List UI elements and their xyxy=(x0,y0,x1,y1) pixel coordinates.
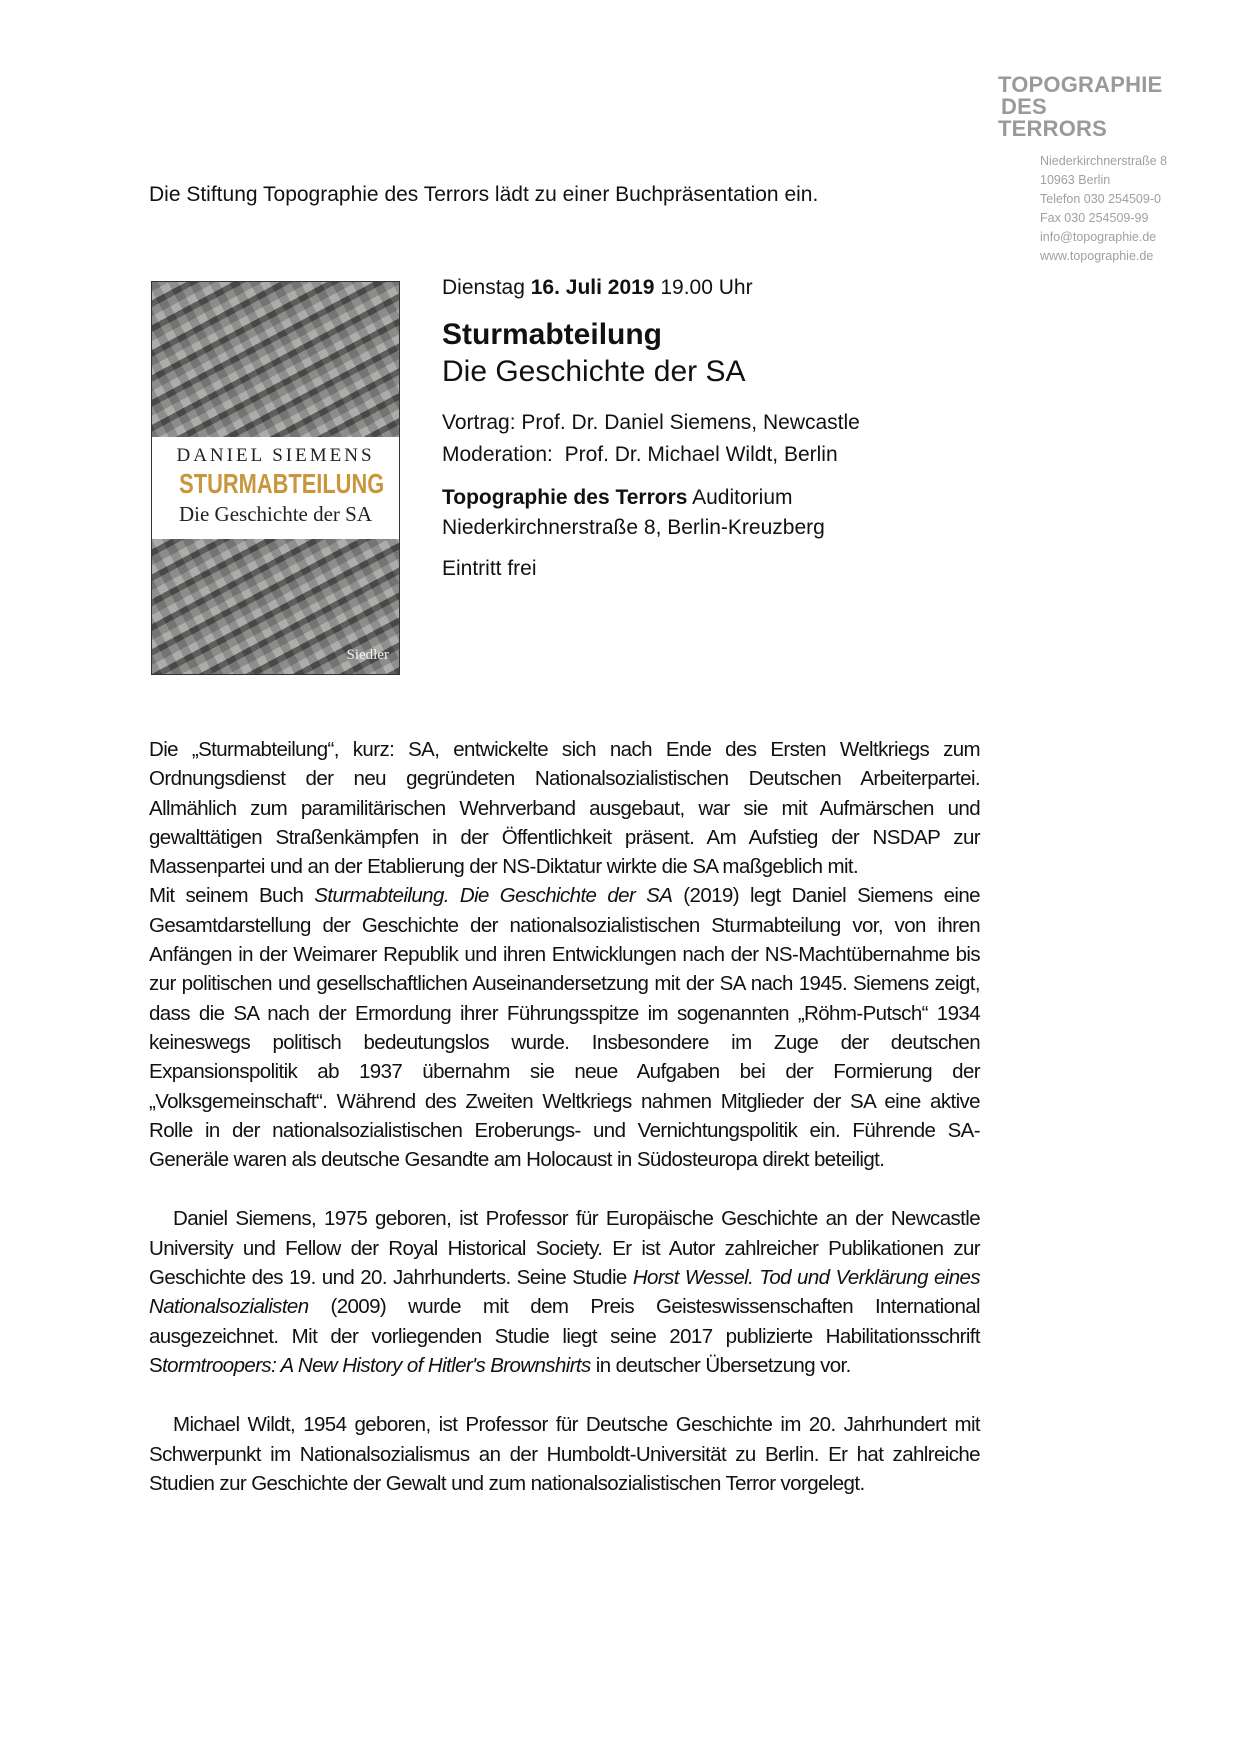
speakers xyxy=(442,407,860,471)
cover-subtitle: Die Geschichte der SA xyxy=(178,502,373,526)
lecture-speaker: Vortrag: Prof. Dr. Daniel Siemens, Newcastle xyxy=(442,411,860,434)
invitation-line: Die Stiftung Topographie des Terrors lädt zu einer Buchpräsentation ein. xyxy=(149,183,819,206)
event-weekday: Dienstag xyxy=(442,276,525,299)
logo-line: TERRORS xyxy=(998,116,1107,141)
contact-website[interactable]: www.topographie.de xyxy=(1040,249,1154,263)
venue-address: Niederkirchnerstraße 8, Berlin-Kreuzberg xyxy=(442,516,825,539)
contact-email[interactable]: info@topographie.de xyxy=(1040,230,1157,244)
book-title: Sturmabteilung xyxy=(442,318,663,351)
event-date-line xyxy=(442,274,860,302)
cover-publisher: Siedler xyxy=(346,647,389,663)
organization-logo xyxy=(998,74,1162,140)
contact-block xyxy=(1040,152,1167,266)
text-run: in deutscher Übersetzung vor. xyxy=(590,1353,851,1377)
text-run: Daniel Siemens, 1975 geboren, ist Professor für Europäische Geschichte an der Newcastle University und Fellow der Royal Historical Society. Er ist Autor zahlreicher Publikationen zur Geschichte des 19. und 20. Jahrhunderts. Seine Studie xyxy=(149,1207,980,1290)
event-date: 16. Juli 2019 xyxy=(530,276,655,299)
book-title-italic: Sturmabteilung. Die Geschichte der SA xyxy=(314,884,673,908)
venue-room: Auditorium xyxy=(692,486,793,509)
contact-phone: Telefon 030 254509-0 xyxy=(1040,192,1161,206)
book-subtitle: Die Geschichte der SA xyxy=(442,355,746,388)
text-run: Mit seinem Buch xyxy=(149,884,315,908)
cover-banner xyxy=(152,437,399,539)
contact-city: 10963 Berlin xyxy=(1040,173,1111,187)
logo-line: DES xyxy=(1001,94,1047,119)
contact-fax: Fax 030 254509-99 xyxy=(1040,211,1149,225)
logo-line: TOPOGRAPHIE xyxy=(998,72,1163,97)
event-time: 19.00 Uhr xyxy=(660,276,753,299)
habilitation-title-italic: tormtroopers: A New History of Hitler's Brownshirts xyxy=(162,1353,591,1377)
event-details xyxy=(442,274,860,583)
text-run: (2009) wurde mit dem Preis Geisteswissenschaften International ausgezeichnet. Mit der vorliegenden Studie liegt seine 2017 publizierte Habilitationsschrift S xyxy=(149,1295,980,1377)
paragraph-siemens-bio xyxy=(149,1204,980,1380)
cover-title: STURMABTEILUNG xyxy=(179,468,385,499)
cover-author: DANIEL SIEMENS xyxy=(176,445,375,466)
contact-street: Niederkirchnerstraße 8 xyxy=(1040,154,1168,168)
paragraph-book xyxy=(149,881,980,1174)
text-run: (2019) legt Daniel Siemens eine Gesamtdarstellung der Geschichte der nationalsozialistischen Sturmabteilung vor, von ihren Anfängen in der Weimarer Republik und ihren Entwicklungen nach der NS-Machtübernahme bis zur politischen und gesellschaftlichen Auseinandersetzung mit der SA nach 1945. Siemens zeigt, dass die SA nach der Ermordung ihrer Führungsspitze im sogenannten „Röhm-Putsch“ 1934 keineswegs politisch bedeutungslos wurde. Insbesondere im Zuge der deutschen Expansionspolitik ab 1937 übernahm sie neue Aufgaben bei der Formierung der „Volksgemeinschaft“. Während des Zweiten Weltkriegs nahmen Mitglieder der SA eine aktive Rolle in der nationalsozialistischen Eroberungs- und Vernichtungspolitik ein. Führende SA-Generäle waren als deutsche Gesandte am Holocaust in Südosteuropa direkt beteiligt. xyxy=(149,884,980,1172)
book-cover-image xyxy=(151,281,400,675)
venue xyxy=(442,483,860,543)
paragraph-intro: Die „Sturmabteilung“, kurz: SA, entwickelte sich nach Ende des Ersten Weltkriegs zum Ordnungsdienst der neu gegründeten Nationalsozialistischen Deutschen Arbeiterpartei. Allmählich zum paramilitärischen Wehrverband ausgebaut, war sie mit Aufmärschen und gewalttätigen Straßenkämpfen in der Öffentlichkeit präsent. Am Aufstieg der NSDAP zur Massenpartei und an der Etablierung der NS-Diktatur wirkte die SA maßgeblich mit. xyxy=(149,738,980,879)
paragraph-wildt-bio: Michael Wildt, 1954 geboren, ist Professor für Deutsche Geschichte im 20. Jahrhundert mit Schwerpunkt im Nationalsozialismus an der Humboldt-Universität zu Berlin. Er hat zahlreiche Studien zur Geschichte der Gewalt und zum nationalsozialistischen Terror vorgelegt. xyxy=(149,1413,980,1495)
moderator: Moderation: Prof. Dr. Michael Wildt, Berlin xyxy=(442,443,838,466)
study-title-italic: Horst Wessel. Tod und Verklärung eines Nationalsozialisten xyxy=(149,1266,980,1319)
entry-note: Eintritt frei xyxy=(442,557,537,580)
body-text xyxy=(149,735,980,1498)
venue-name: Topographie des Terrors xyxy=(442,486,688,509)
